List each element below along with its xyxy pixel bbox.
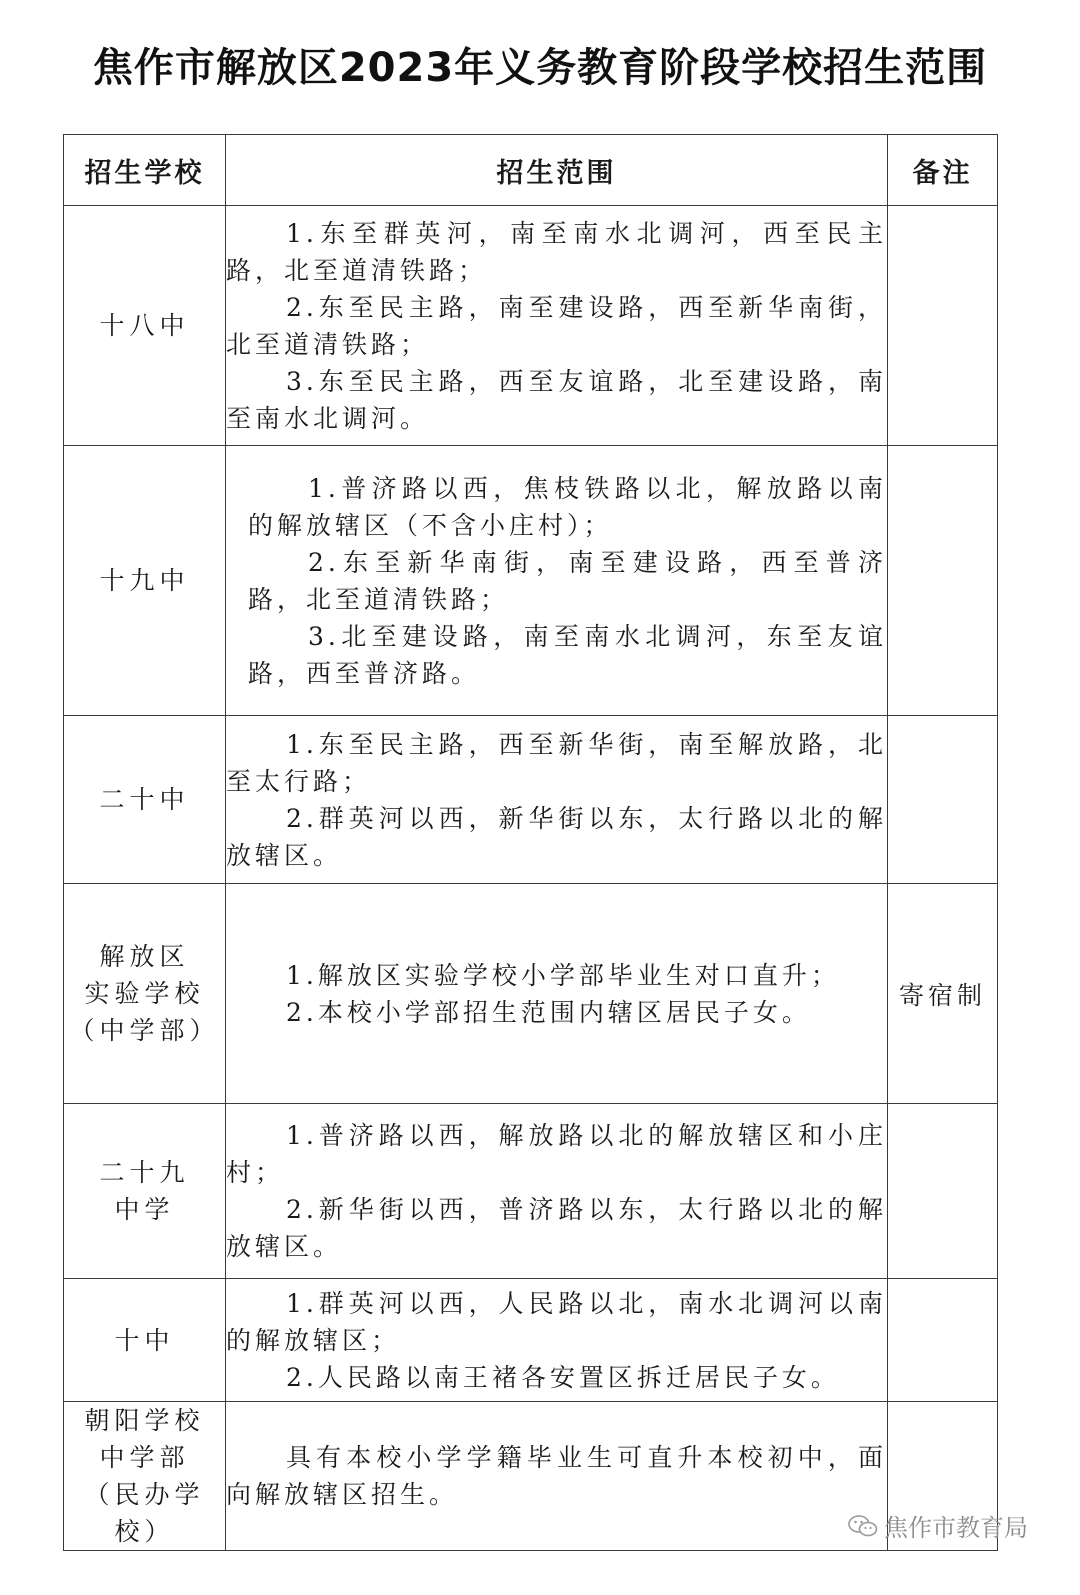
school-name-line: 二十九 — [99, 1158, 190, 1187]
scope-item: 3.东至民主路，西至友谊路，北至建设路，南至南水北调河。 — [226, 366, 887, 433]
header-school: 招生学校 — [64, 135, 226, 206]
scope-cell — [226, 1402, 888, 1551]
scope-cell — [226, 884, 888, 1104]
scope-item: 1.东至群英河，南至南水北调河，西至民主路，北至道清铁路； — [226, 218, 887, 285]
scope-item: 2.群英河以西，新华街以东，太行路以北的解放辖区。 — [226, 803, 887, 870]
school-cell — [64, 884, 226, 1104]
table-row — [64, 884, 998, 1104]
scope-item: 1.解放区实验学校小学部毕业生对口直升； — [286, 960, 840, 990]
school-name-line: 中学部 — [99, 1443, 190, 1472]
school-name-line: 十中 — [114, 1325, 175, 1355]
table-row — [64, 716, 998, 884]
scope-cell — [226, 1104, 888, 1279]
scope-item: 2.东至民主路，南至建设路，西至新华南街，北至道清铁路； — [226, 292, 887, 359]
scope-item: 1.普济路以西，焦枝铁路以北，解放路以南的解放辖区（不含小庄村）； — [248, 473, 887, 540]
scope-cell — [226, 446, 888, 716]
school-name-line: （民办学校） — [84, 1480, 205, 1546]
admission-table — [63, 134, 998, 1551]
school-name-line: 朝阳学校 — [84, 1406, 205, 1435]
table-header-row — [64, 135, 998, 206]
scope-item: 1.群英河以西，人民路以北，南水北调河以南的解放辖区； — [226, 1288, 887, 1355]
school-name-line: 二十中 — [99, 785, 190, 814]
note-cell: 寄宿制 — [888, 884, 998, 1104]
school-name-line: 十九中 — [99, 566, 190, 595]
school-name-line: 解放区 — [99, 942, 190, 971]
header-note: 备注 — [888, 135, 998, 206]
table-row — [64, 206, 998, 446]
scope-item: 1.普济路以西，解放路以北的解放辖区和小庄村； — [226, 1121, 887, 1187]
wechat-icon — [848, 1514, 878, 1538]
school-cell — [64, 1279, 226, 1402]
scope-item: 1.东至民主路，西至新华街，南至解放路，北至太行路； — [226, 729, 887, 796]
table-row — [64, 1279, 998, 1402]
table-row — [64, 446, 998, 716]
school-cell — [64, 1104, 226, 1279]
note-cell — [888, 206, 998, 446]
scope-cell — [226, 206, 888, 446]
school-name-line: 中学 — [114, 1195, 175, 1224]
school-name-line: 十八中 — [99, 311, 190, 340]
page-title: 焦作市解放区2023年义务教育阶段学校招生范围 — [92, 45, 988, 91]
school-cell — [64, 206, 226, 446]
scope-cell — [226, 1279, 888, 1402]
scope-item: 2.东至新华南街，南至建设路，西至普济路，北至道清铁路； — [248, 547, 887, 614]
header-scope: 招生范围 — [226, 135, 888, 206]
scope-item: 2.新华街以西，普济路以东，太行路以北的解放辖区。 — [226, 1195, 887, 1261]
note-cell — [888, 1104, 998, 1279]
scope-item: 具有本校小学学籍毕业生可直升本校初中，面向解放辖区招生。 — [226, 1443, 887, 1509]
note-cell — [888, 716, 998, 884]
school-name-line: 实验学校 — [84, 979, 205, 1008]
note-cell — [888, 1279, 998, 1402]
scope-item: 2.本校小学部招生范围内辖区居民子女。 — [286, 997, 811, 1027]
watermark — [848, 1508, 1028, 1543]
table-row — [64, 1104, 998, 1279]
watermark-text: 焦作市教育局 — [884, 1514, 1028, 1542]
note-cell — [888, 446, 998, 716]
scope-item: 2.人民路以南王褚各安置区拆迁居民子女。 — [286, 1362, 840, 1392]
school-cell — [64, 1402, 226, 1551]
school-cell — [64, 716, 226, 884]
school-cell — [64, 446, 226, 716]
school-name-line: （中学部） — [69, 1016, 220, 1045]
scope-item: 3.北至建设路，南至南水北调河，东至友谊路，西至普济路。 — [248, 621, 887, 688]
scope-cell — [226, 716, 888, 884]
